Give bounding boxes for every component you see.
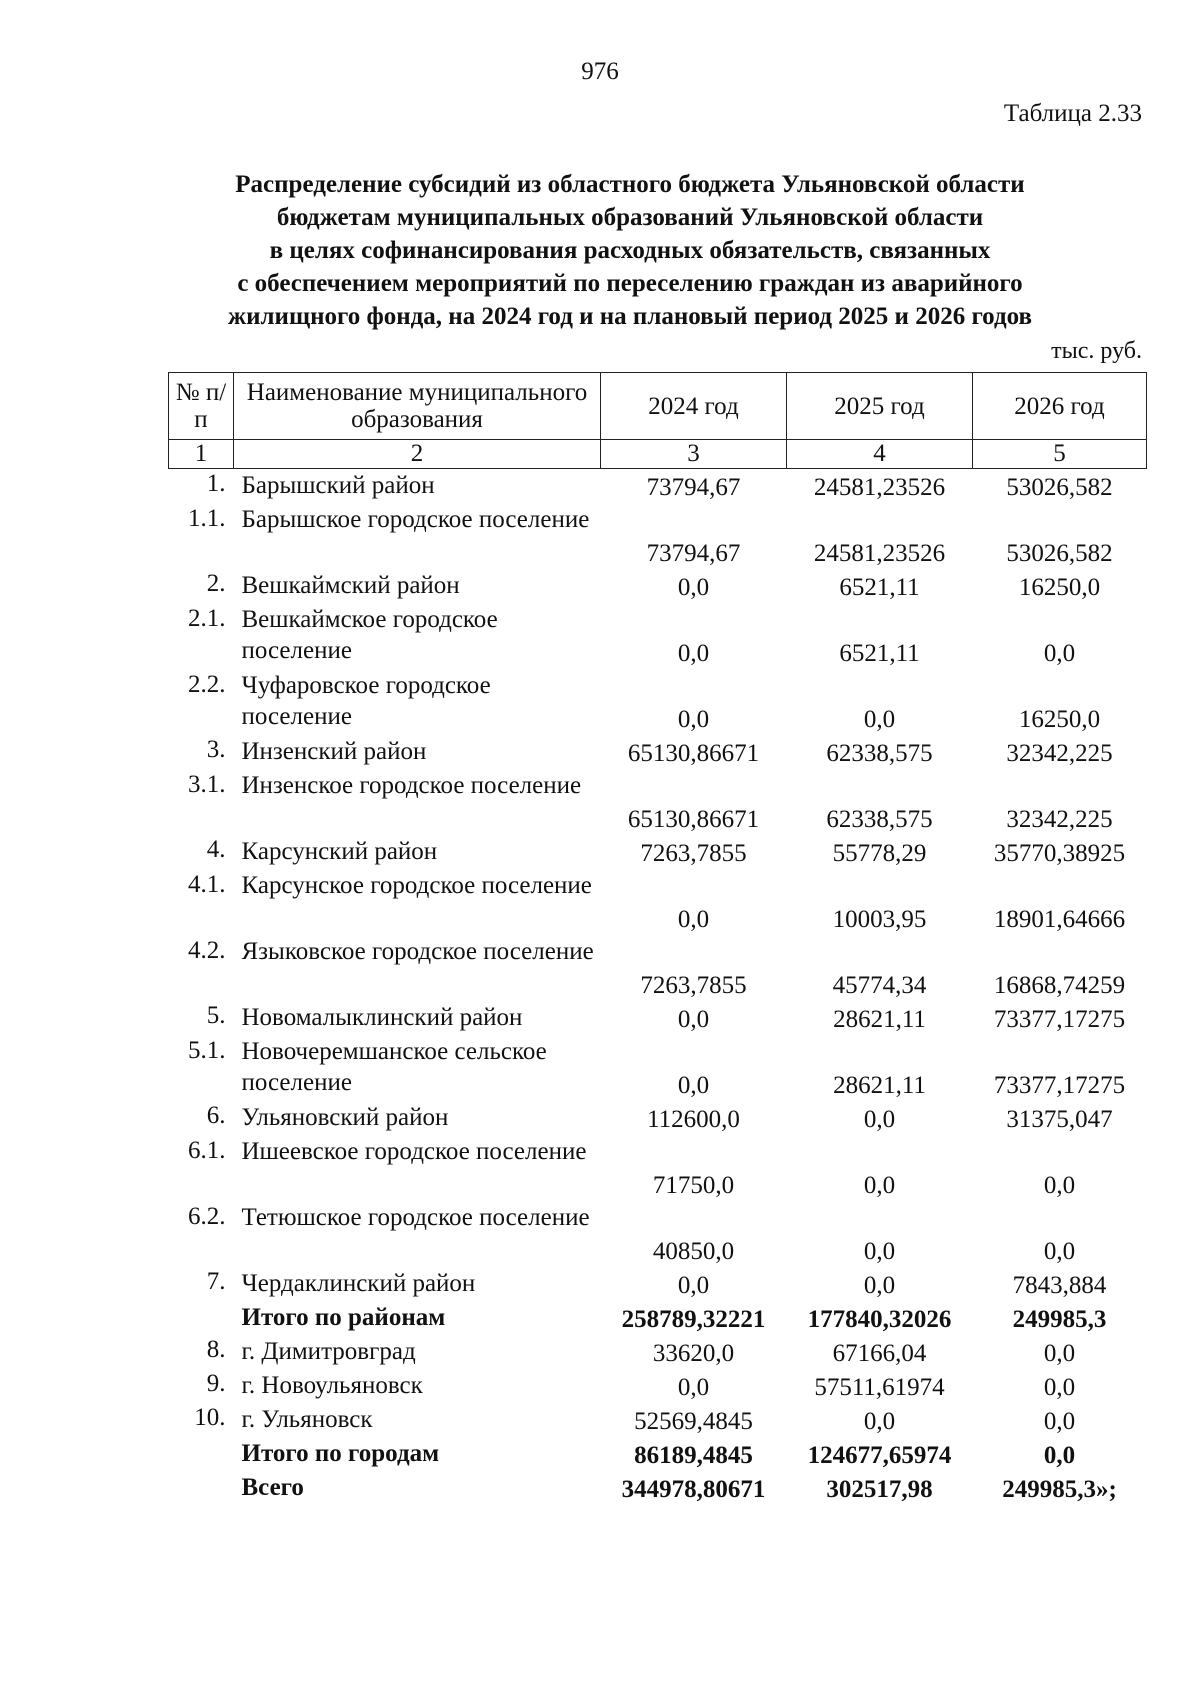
value-2026: 0,0 bbox=[1043, 1441, 1076, 1469]
value-2024: 71750,0 bbox=[652, 1171, 735, 1199]
page-number: 976 bbox=[581, 58, 619, 85]
column-index: 5 bbox=[973, 440, 1147, 469]
table-row bbox=[169, 1369, 1147, 1403]
value-2024: 33620,0 bbox=[652, 1339, 735, 1367]
table-row bbox=[169, 1035, 1147, 1101]
municipality-name: Карсунский район bbox=[241, 837, 438, 865]
row-number: 6.2. bbox=[188, 1202, 226, 1230]
value-2024: 0,0 bbox=[677, 905, 710, 933]
subsidy-table bbox=[168, 372, 1147, 1505]
value-2026: 0,0 bbox=[1043, 1339, 1076, 1367]
table-row bbox=[169, 1267, 1147, 1301]
value-2024: 0,0 bbox=[677, 1373, 710, 1401]
value-2025: 0,0 bbox=[863, 1271, 896, 1299]
value-2024: 0,0 bbox=[677, 705, 710, 733]
value-2026: 16868,74259 bbox=[993, 971, 1126, 999]
column-index: 3 bbox=[601, 440, 787, 469]
value-2024: 86189,4845 bbox=[634, 1441, 753, 1469]
table-row bbox=[169, 835, 1147, 869]
row-number: 6. bbox=[206, 1101, 226, 1129]
value-2026: 18901,64666 bbox=[993, 905, 1126, 933]
row-number: 5. bbox=[206, 1001, 226, 1029]
row-number: 6.1. bbox=[188, 1136, 226, 1164]
row-number: 3.1. bbox=[188, 770, 226, 798]
title-line: Распределение субсидий из областного бюджета Ульяновской области bbox=[235, 171, 1025, 198]
value-2026: 35770,38925 bbox=[993, 839, 1126, 867]
municipality-name: Тетюшское городское поселение bbox=[241, 1203, 590, 1231]
title-line: с обеспечением мероприятий по переселению граждан из аварийного bbox=[237, 270, 1023, 297]
row-number: 1.1. bbox=[188, 504, 226, 532]
value-2025: 124677,65974 bbox=[807, 1441, 952, 1469]
value-2025: 28621,11 bbox=[833, 1005, 926, 1033]
value-2026: 249985,3»; bbox=[1002, 1475, 1117, 1503]
value-2025: 24581,23526 bbox=[813, 473, 946, 501]
row-number: 2.2. bbox=[188, 670, 226, 698]
header-row bbox=[169, 373, 1147, 440]
row-number: 5.1. bbox=[188, 1036, 226, 1064]
value-2025: 6521,11 bbox=[839, 573, 920, 601]
value-2026: 31375,047 bbox=[1006, 1105, 1113, 1133]
row-number: 1. bbox=[206, 470, 226, 497]
title-line: бюджетам муниципальных образований Ульяновской области bbox=[276, 204, 984, 231]
row-number: 3. bbox=[206, 735, 226, 763]
municipality-name: Карсунское городское поселение bbox=[241, 871, 592, 899]
municipality-name: Ишеевское городское поселение bbox=[241, 1137, 587, 1165]
row-number bbox=[169, 1471, 234, 1505]
table-row bbox=[169, 1301, 1147, 1335]
header-2026: 2026 год bbox=[973, 373, 1147, 440]
value-2026: 7843,884 bbox=[1012, 1271, 1107, 1299]
table-row bbox=[169, 1471, 1147, 1505]
value-2025: 62338,575 bbox=[826, 739, 933, 767]
value-2025: 10003,95 bbox=[832, 905, 927, 933]
row-number: 4. bbox=[206, 835, 226, 863]
municipality-name: Чуфаровское городское поселение bbox=[241, 671, 491, 730]
row-number bbox=[169, 1301, 234, 1335]
value-2026: 16250,0 bbox=[1018, 573, 1101, 601]
value-2024: 258789,32221 bbox=[621, 1305, 766, 1333]
value-2026: 0,0 bbox=[1043, 1407, 1076, 1435]
value-2026: 0,0 bbox=[1043, 1373, 1076, 1401]
value-2025: 57511,61974 bbox=[814, 1373, 945, 1401]
value-2024: 0,0 bbox=[677, 573, 710, 601]
municipality-name: Вешкаймское городское поселение bbox=[241, 605, 498, 664]
column-index: 4 bbox=[787, 440, 973, 469]
value-2024: 65130,86671 bbox=[627, 739, 760, 767]
municipality-name: г. Димитровград bbox=[241, 1337, 416, 1365]
value-2025: 177840,32026 bbox=[807, 1305, 952, 1333]
table-row bbox=[169, 1201, 1147, 1267]
row-number: 10. bbox=[194, 1403, 226, 1431]
value-2024: 40850,0 bbox=[652, 1237, 735, 1265]
units-label: тыс. руб. bbox=[1051, 338, 1142, 364]
municipality-name: Итого по районам bbox=[241, 1303, 446, 1331]
column-index: 1 bbox=[169, 440, 234, 469]
value-2026: 0,0 bbox=[1043, 639, 1076, 667]
value-2025: 0,0 bbox=[863, 1105, 896, 1133]
value-2026: 249985,3 bbox=[1012, 1305, 1107, 1333]
municipality-name: Инзенский район bbox=[241, 737, 427, 765]
value-2024: 73794,67 bbox=[646, 539, 741, 567]
value-2026: 0,0 bbox=[1043, 1171, 1076, 1199]
municipality-name: Чердаклинский район bbox=[241, 1269, 476, 1297]
value-2024: 0,0 bbox=[677, 1071, 710, 1099]
value-2024: 7263,7855 bbox=[640, 839, 747, 867]
value-2026: 53026,582 bbox=[1006, 539, 1113, 567]
value-2026: 73377,17275 bbox=[993, 1071, 1126, 1099]
value-2026: 32342,225 bbox=[1006, 805, 1113, 833]
table-row bbox=[169, 603, 1147, 669]
table-row bbox=[169, 869, 1147, 935]
table-row bbox=[169, 1001, 1147, 1035]
value-2026: 73377,17275 bbox=[993, 1005, 1126, 1033]
row-number: 2. bbox=[206, 569, 226, 597]
table-title bbox=[150, 168, 1110, 333]
value-2026: 0,0 bbox=[1043, 1237, 1076, 1265]
value-2024: 73794,67 bbox=[646, 473, 741, 501]
value-2025: 302517,98 bbox=[826, 1475, 933, 1503]
value-2026: 53026,582 bbox=[1006, 473, 1113, 501]
value-2025: 0,0 bbox=[863, 1237, 896, 1265]
value-2025: 0,0 bbox=[863, 1407, 896, 1435]
row-number: 2.1. bbox=[188, 604, 226, 632]
row-number: 4.2. bbox=[188, 936, 226, 964]
title-line: жилищного фонда, на 2024 год и на плановый период 2025 и 2026 годов bbox=[228, 303, 1032, 330]
value-2024: 7263,7855 bbox=[640, 971, 747, 999]
value-2025: 28621,11 bbox=[833, 1071, 926, 1099]
row-number: 4.1. bbox=[188, 870, 226, 898]
title-line: в целях софинансирования расходных обязательств, связанных bbox=[269, 237, 991, 264]
header-num: № п/п bbox=[169, 373, 234, 440]
value-2025: 55778,29 bbox=[832, 839, 927, 867]
table-row bbox=[169, 1101, 1147, 1135]
value-2025: 0,0 bbox=[863, 705, 896, 733]
value-2025: 0,0 bbox=[863, 1171, 896, 1199]
column-index: 2 bbox=[234, 440, 601, 469]
table-row bbox=[169, 1403, 1147, 1437]
municipality-name: Вешкаймский район bbox=[241, 571, 460, 599]
table-label: Таблица 2.33 bbox=[1003, 100, 1142, 127]
row-number: 7. bbox=[206, 1267, 226, 1295]
municipality-name: Всего bbox=[241, 1473, 304, 1501]
value-2024: 344978,80671 bbox=[621, 1475, 766, 1503]
value-2024: 0,0 bbox=[677, 639, 710, 667]
header-name: Наименование муниципального образования bbox=[234, 373, 601, 440]
table-row bbox=[169, 935, 1147, 1001]
table-row bbox=[169, 735, 1147, 769]
municipality-name: Итого по городам bbox=[241, 1439, 440, 1467]
value-2025: 62338,575 bbox=[826, 805, 933, 833]
value-2025: 67166,04 bbox=[832, 1339, 927, 1367]
column-index-row bbox=[169, 440, 1147, 469]
municipality-name: Барышский район bbox=[241, 472, 435, 499]
value-2026: 16250,0 bbox=[1018, 705, 1101, 733]
municipality-name: г. Ульяновск bbox=[241, 1405, 373, 1433]
value-2025: 24581,23526 bbox=[813, 539, 946, 567]
value-2026: 32342,225 bbox=[1006, 739, 1113, 767]
value-2025: 45774,34 bbox=[832, 971, 927, 999]
value-2024: 52569,4845 bbox=[634, 1407, 753, 1435]
municipality-name: Новочеремшанское сельское поселение bbox=[241, 1037, 547, 1096]
table-row bbox=[169, 1437, 1147, 1471]
header-2024: 2024 год bbox=[601, 373, 787, 440]
row-number bbox=[169, 1437, 234, 1471]
municipality-name: Языковское городское поселение bbox=[241, 937, 594, 965]
value-2024: 112600,0 bbox=[647, 1105, 740, 1133]
municipality-name: Инзенское городское поселение bbox=[241, 771, 582, 799]
value-2024: 0,0 bbox=[677, 1005, 710, 1033]
table-row bbox=[169, 503, 1147, 569]
table-row bbox=[169, 569, 1147, 603]
value-2024: 0,0 bbox=[677, 1271, 710, 1299]
row-number: 8. bbox=[206, 1335, 226, 1363]
table-row bbox=[169, 669, 1147, 735]
municipality-name: Новомалыклинский район bbox=[241, 1003, 523, 1031]
table-row bbox=[169, 769, 1147, 835]
value-2025: 6521,11 bbox=[839, 639, 920, 667]
table-row bbox=[169, 1335, 1147, 1369]
row-number: 9. bbox=[206, 1369, 226, 1397]
table-row bbox=[169, 469, 1147, 503]
table-row bbox=[169, 1135, 1147, 1201]
municipality-name: Барышское городское поселение bbox=[241, 505, 590, 533]
value-2024: 65130,86671 bbox=[627, 805, 760, 833]
municipality-name: Ульяновский район bbox=[241, 1103, 449, 1131]
header-2025: 2025 год bbox=[787, 373, 973, 440]
municipality-name: г. Новоульяновск bbox=[241, 1371, 423, 1399]
